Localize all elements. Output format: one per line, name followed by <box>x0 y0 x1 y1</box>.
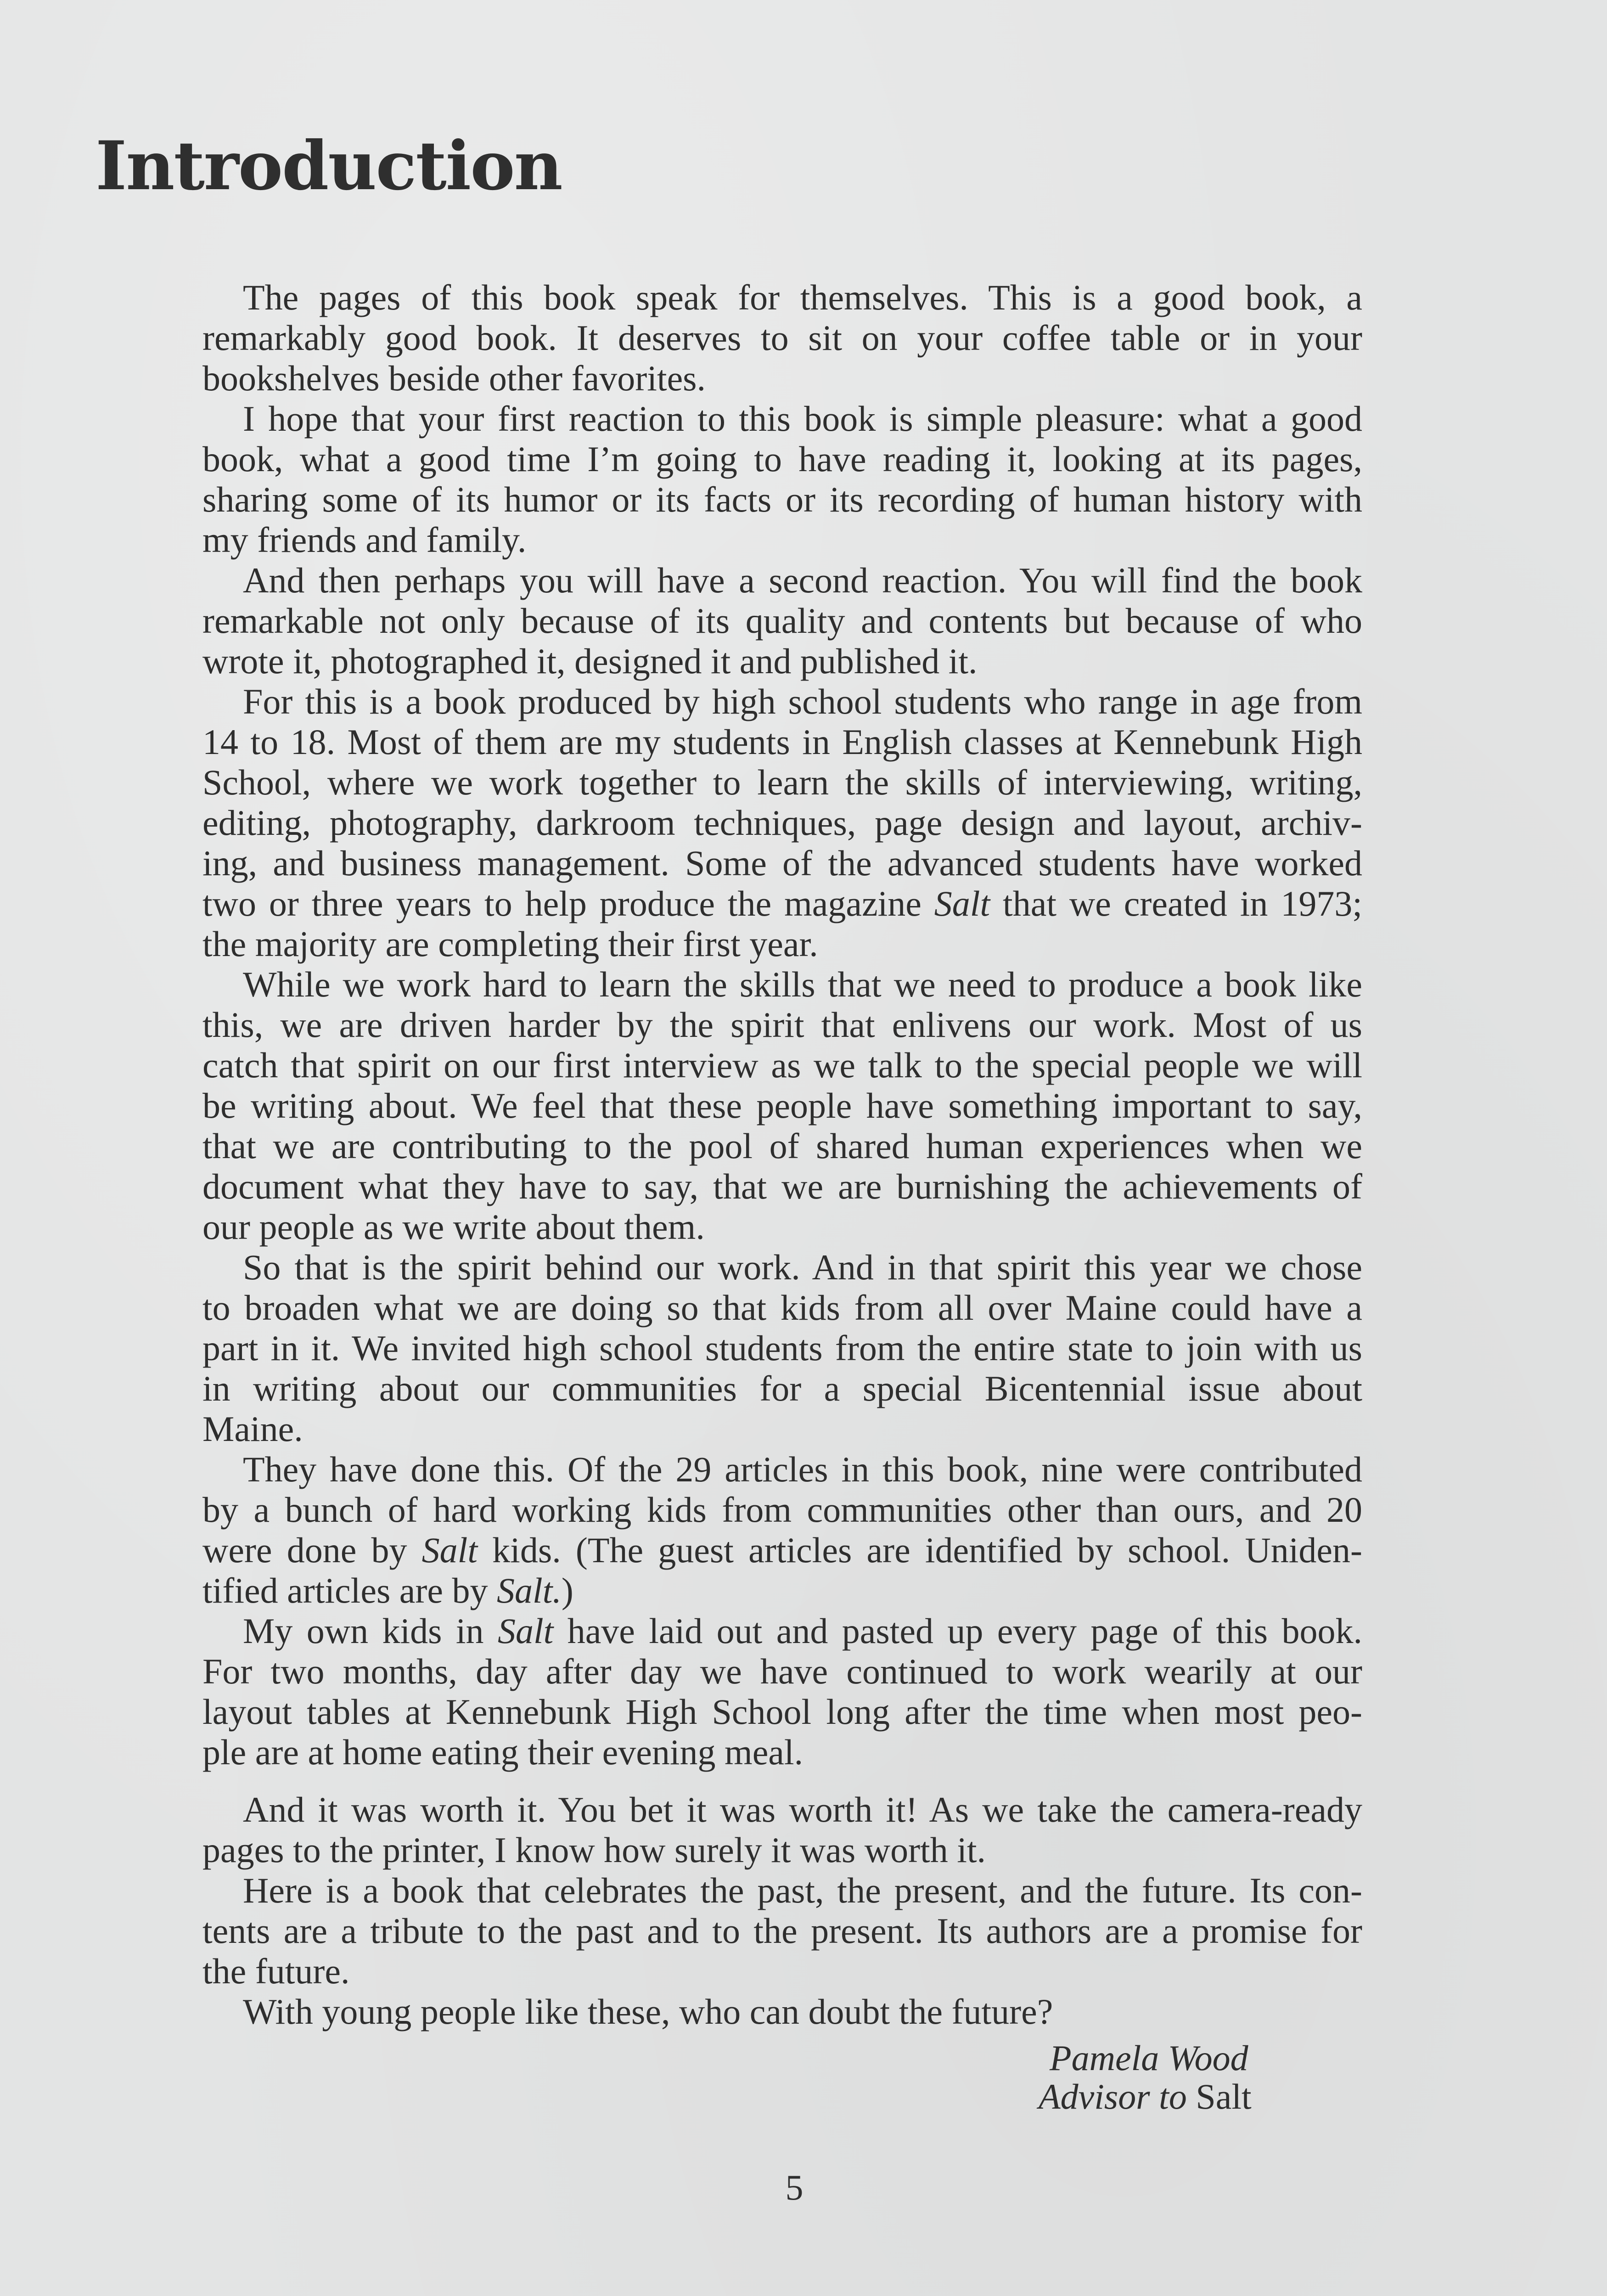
text-line: book, what a good time I’m going to have reading it, looking at its pages, <box>202 439 1362 479</box>
text-line: I hope that your first reaction to this book is simple pleasure: what a good <box>243 399 1362 439</box>
text-line: They have done this. Of the 29 articles in this book, nine were contributed <box>243 1449 1362 1489</box>
signature-organization: Salt <box>1196 2077 1252 2116</box>
text-line: the majority are completing their first year. <box>202 924 818 964</box>
text-line: And it was worth it. You bet it was worth it! As we take the camera-ready <box>243 1790 1362 1829</box>
text-line: For two months, day after day we have continued to work wearily at our <box>202 1651 1362 1691</box>
text-line: ing, and business management. Some of the advanced students have worked <box>202 843 1362 883</box>
text-line: two or three years to help produce the magazine Salt that we created in 1973; <box>202 884 1363 923</box>
text-line: part in it. We invited high school students from the entire state to join with us <box>202 1328 1362 1368</box>
text-line: 14 to 18. Most of them are my students in English classes at Kennebunk High <box>202 722 1362 762</box>
paragraph <box>202 681 1362 964</box>
text-line: While we work hard to learn the skills that we need to produce a book like <box>243 964 1362 1004</box>
text-line: our people as we write about them. <box>202 1207 705 1247</box>
text-line: remarkable not only because of its quality and contents but because of who <box>202 601 1362 641</box>
page-number: 5 <box>785 2167 804 2207</box>
signature-title <box>1039 2077 1252 2116</box>
text-line: For this is a book produced by high school students who range in age from <box>243 681 1362 721</box>
text-line: ple are at home eating their evening meal. <box>202 1732 804 1772</box>
paragraph <box>202 277 1362 399</box>
text-line: bookshelves beside other favorites. <box>202 358 706 398</box>
text-line: My own kids in Salt have laid out and pasted up every page of this book. <box>243 1611 1362 1651</box>
text-line: pages to the printer, I know how surely it was worth it. <box>202 1830 986 1870</box>
text-line: Maine. <box>202 1409 303 1449</box>
text-line: my friends and family. <box>202 520 527 560</box>
text-line: were done by Salt kids. (The guest articles are identified by school. Uniden- <box>202 1530 1362 1570</box>
text-line: wrote it, photographed it, designed it and published it. <box>202 641 978 681</box>
signature-role: Advisor to <box>1039 2077 1187 2116</box>
paragraph <box>202 1790 1362 1870</box>
introduction-body <box>202 277 1362 2032</box>
text-line: the future. <box>202 1951 350 1991</box>
text-line: sharing some of its humor or its facts or its recording of human history with <box>202 479 1362 519</box>
text-line: So that is the spirit behind our work. And in that spirit this year we chose <box>243 1247 1362 1287</box>
paragraph <box>202 1870 1362 1992</box>
text-line: The pages of this book speak for themselves. This is a good book, a <box>243 277 1362 317</box>
signature-name: Pamela Wood <box>1050 2038 1248 2078</box>
text-line: With young people like these, who can doubt the future? <box>243 1992 1053 2032</box>
text-line: be writing about. We feel that these people have something important to say, <box>202 1086 1362 1125</box>
text-line: remarkably good book. It deserves to sit on your coffee table or in your <box>202 318 1362 358</box>
text-line: layout tables at Kennebunk High School long after the time when most peo- <box>202 1692 1362 1732</box>
text-line: that we are contributing to the pool of shared human experiences when we <box>202 1126 1362 1166</box>
paragraph <box>202 1992 1362 2032</box>
text-line: this, we are driven harder by the spirit that enlivens our work. Most of us <box>202 1005 1362 1045</box>
text-line: tified articles are by Salt.) <box>202 1570 573 1610</box>
paragraph <box>202 1611 1362 1773</box>
signature-block <box>1039 2039 1252 2116</box>
text-line: Here is a book that celebrates the past, the present, and the future. Its con- <box>243 1870 1362 1910</box>
paragraph <box>202 1247 1362 1449</box>
page-title: Introduction <box>96 127 562 205</box>
italic-title: Salt <box>934 884 990 923</box>
italic-title: Salt <box>497 1611 554 1651</box>
text-line: to broaden what we are doing so that kids from all over Maine could have a <box>202 1288 1362 1328</box>
text-line: by a bunch of hard working kids from communities other than ours, and 20 <box>202 1490 1362 1530</box>
italic-title: Salt <box>421 1530 478 1570</box>
text-line: catch that spirit on our first interview as we talk to the special people we will <box>202 1045 1362 1085</box>
italic-title: Salt. <box>497 1570 562 1610</box>
text-line: And then perhaps you will have a second reaction. You will find the book <box>243 560 1362 600</box>
paragraph <box>202 560 1362 681</box>
text-line: in writing about our communities for a special Bicentennial issue about <box>202 1368 1362 1408</box>
text-line: tents are a tribute to the past and to the present. Its authors are a promise for <box>202 1911 1362 1951</box>
paragraph <box>202 399 1362 560</box>
text-line: document what they have to say, that we are burnishing the achievements of <box>202 1166 1362 1206</box>
paragraph <box>202 964 1362 1247</box>
paragraph <box>202 1449 1362 1611</box>
text-line: editing, photography, darkroom techniques, page design and layout, archiv- <box>202 803 1362 843</box>
text-line: School, where we work together to learn the skills of interviewing, writing, <box>202 762 1362 802</box>
